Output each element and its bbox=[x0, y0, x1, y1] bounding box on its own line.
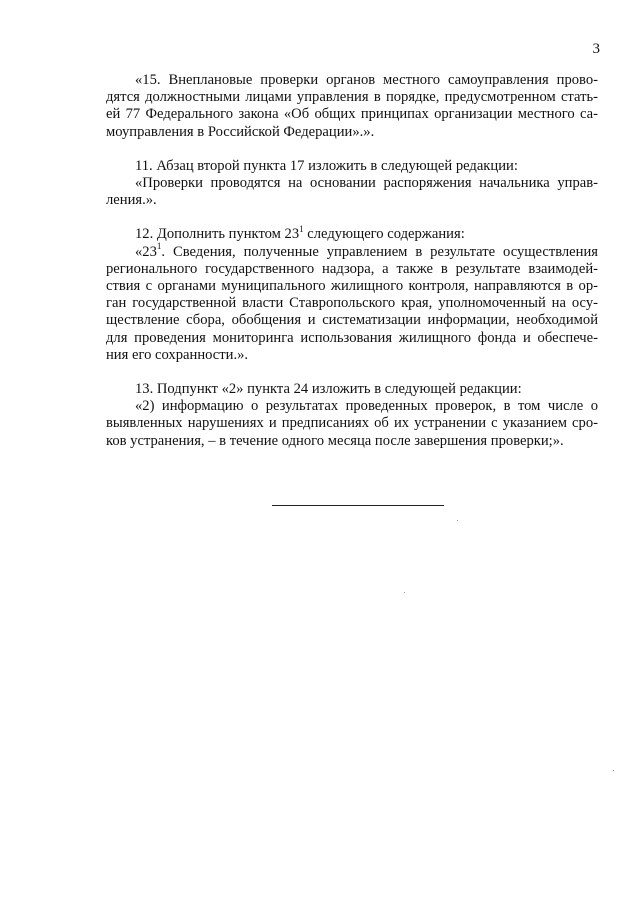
text-line bbox=[106, 240, 598, 261]
text-line: ков устранения, – в течение одного месяца после завершения проверки;». bbox=[106, 432, 564, 449]
paragraph-item-15 bbox=[106, 72, 598, 141]
text-fragment: 12. Дополнить пунктом 23 bbox=[135, 226, 300, 243]
scan-speck bbox=[613, 770, 614, 771]
text-line: ган государственной власти Ставропольского края, уполномоченный на осу- bbox=[106, 295, 598, 312]
superscript: 1 bbox=[156, 240, 162, 251]
text-line: ния его сохранности.». bbox=[106, 346, 249, 363]
text-line: ствия с органами муниципального жилищного контроля, направляются в ор- bbox=[106, 278, 598, 295]
text-line: «2) информацию о результатах проведенных проверок, в том числе о bbox=[135, 398, 598, 415]
text-fragment: . Сведения, полученные управлением в результате осуществления bbox=[161, 243, 598, 260]
text-line: ей 77 Федерального закона «Об общих принципах организации местного са- bbox=[106, 106, 598, 123]
text-line: «15. Внеплановые проверки органов местного самоуправления прово- bbox=[135, 72, 598, 88]
text-fragment: следующего содержания: bbox=[307, 226, 465, 243]
paragraph-amendment-12 bbox=[106, 223, 598, 364]
paragraph-amendment-13 bbox=[106, 381, 598, 450]
text-line: регионального государственного надзора, а также в результате взаимодей- bbox=[106, 260, 598, 277]
text-line: 13. Подпункт «2» пункта 24 изложить в следующей редакции: bbox=[135, 381, 522, 398]
page-number: 3 bbox=[592, 41, 600, 57]
text-fragment: «23 bbox=[135, 243, 157, 260]
text-line: для проведения мониторинга использования жилищного фонда и обеспече- bbox=[106, 329, 598, 346]
paragraph-amendment-11 bbox=[106, 158, 598, 210]
text-line: «Проверки проводятся на основании распоряжения начальника управ- bbox=[135, 175, 598, 192]
scan-speck bbox=[404, 592, 405, 593]
end-of-document-rule bbox=[272, 505, 444, 506]
text-line: моуправления в Российской Федерации».». bbox=[106, 123, 375, 140]
text-line: выявленных нарушениях и предписаниях об их устранении с указанием сро- bbox=[106, 415, 598, 432]
text-line bbox=[106, 223, 598, 243]
text-line: ления.». bbox=[106, 192, 157, 209]
document-body bbox=[106, 72, 598, 450]
superscript: 1 bbox=[299, 223, 304, 234]
text-line: 11. Абзац второй пункта 17 изложить в следующей редакции: bbox=[135, 157, 518, 174]
scan-speck bbox=[457, 520, 458, 521]
text-line: ществление сбора, обобщения и систематизации информации, необходимой bbox=[106, 312, 598, 329]
text-line: дятся должностными лицами управления в порядке, предусмотренном стать- bbox=[106, 89, 598, 106]
